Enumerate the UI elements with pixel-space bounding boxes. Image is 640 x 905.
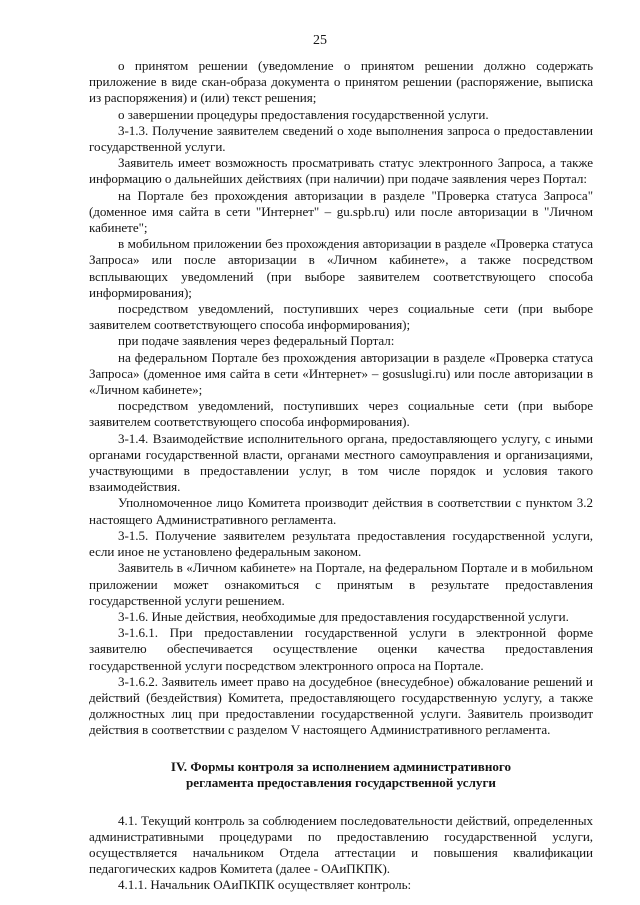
document-body (89, 58, 593, 894)
paragraph: при подаче заявления через федеральный Портал: (118, 333, 395, 349)
paragraph: посредством уведомлений, поступивших через социальные сети (при выборе заявителем соответствующего способа информирования). (89, 398, 593, 430)
paragraph: Заявитель в «Личном кабинете» на Портале, на федеральном Портале и в мобильном приложении может ознакомиться с принятым в результате предоставления государственной услуги решением. (89, 560, 593, 608)
section-heading (89, 759, 593, 792)
paragraph: о завершении процедуры предоставления государственной услуги. (118, 106, 489, 122)
page-number: 25 (313, 33, 327, 48)
paragraph: 3-1.6.2. Заявитель имеет право на досудебное (внесудебное) обжалование решений и действий (бездействия) Комитета, предоставляющего государственную услугу, а также должностных лиц при предоставлении государственной услуги. Заявитель производит действия в соответствии с разделом V настоящего Административного регламента. (89, 673, 593, 738)
paragraph: Уполномоченное лицо Комитета производит действия в соответствии с пунктом 3.2 настоящего Административного регламента. (89, 495, 593, 527)
paragraph: 4.1. Текущий контроль за соблюдением последовательности действий, определенных административными процедурами по предоставлению государственной услуги, осуществляется начальником Отдела аттестации и повышения квалификации педагогических кадров Комитета (далее - ОАиПКПК). (89, 812, 593, 877)
paragraph: на Портале без прохождения авторизации в разделе "Проверка статуса Запроса" (доменное имя сайта в сети "Интернет" – gu.spb.ru) или после авторизации в "Личном кабинете"; (89, 187, 593, 236)
paragraph: посредством уведомлений, поступивших через социальные сети (при выборе заявителем соответствующего способа информирования); (89, 301, 593, 333)
section-heading-line: регламента предоставления государственной услуги (186, 775, 496, 791)
paragraph: 3-1.6. Иные действия, необходимые для предоставления государственной услуги. (118, 608, 569, 624)
paragraph: 3-1.3. Получение заявителем сведений о ходе выполнения запроса о предоставлении государственной услуги. (89, 122, 593, 155)
paragraph: 3-1.6.1. При предоставлении государственной услуги в электронной форме заявителю обеспечивается осуществление оценки качества предоставления государственной услуги посредством электронного опроса на Портале. (89, 625, 593, 673)
paragraph: на федеральном Портале без прохождения авторизации в разделе «Проверка статуса Запроса» (доменное имя сайта в сети «Интернет» – gosuslugi.ru) или после авторизации в «Личном кабинете»; (89, 349, 593, 398)
paragraph: Заявитель имеет возможность просматривать статус электронного Запроса, а также информацию о дальнейших действиях (при наличии) при подаче заявления через Портал: (89, 155, 593, 187)
paragraph: в мобильном приложении без прохождения авторизации в разделе «Проверка статуса Запроса» или после авторизации в «Личном кабинете», а также посредством всплывающих уведомлений (при выборе заявителем соответствующего способа информирования); (89, 236, 593, 300)
section-heading-line: IV. Формы контроля за исполнением административного (170, 758, 512, 774)
paragraph: 4.1.1. Начальник ОАиПКПК осуществляет контроль: (118, 877, 412, 893)
paragraph: 3-1.4. Взаимодействие исполнительного органа, предоставляющего услугу, с иными органами государственной власти, органами местного самоуправления и организациями, участвующими в предоставлении услуг, в том числе порядок и условия такого взаимодействия. (89, 430, 593, 495)
paragraph: 3-1.5. Получение заявителем результата предоставления государственной услуги, если иное не установлено федеральным законом. (89, 527, 593, 560)
paragraph: о принятом решении (уведомление о принятом решении должно содержать приложение в виде скан-образа документа о принятом решении (распоряжение, выписка из распоряжения) и (или) текст решения; (89, 58, 593, 106)
